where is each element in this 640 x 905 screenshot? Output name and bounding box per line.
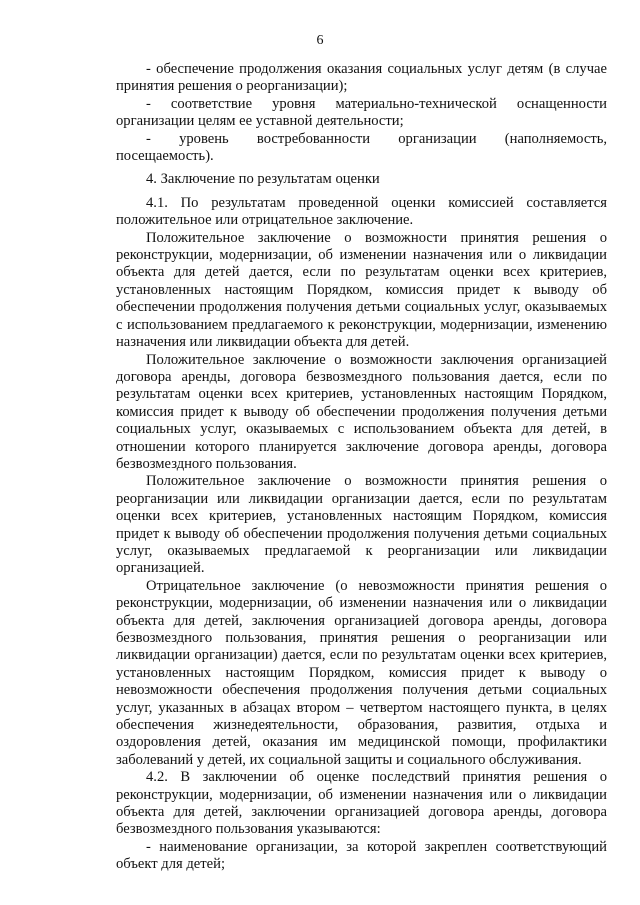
- list-item-organization-name: - наименование организации, за которой закреплен соответствующий объект для детей;: [116, 838, 607, 873]
- paragraph-4-1: 4.1. По результатам проведенной оценки комиссией составляется положительное или отрицательное заключение.: [116, 194, 607, 229]
- page-number: 6: [316, 33, 324, 48]
- paragraph-4-2: 4.2. В заключении об оценке последствий принятия решения о реконструкции, модернизации, об изменении назначения или о ликвидации объекта для детей, заключении организацией договора аренды, договора безвозмездного пользования указываются:: [116, 769, 607, 838]
- list-item-material-equipment: - соответствие уровня материально-технической оснащенности организации целям ее уставной деятельности;: [116, 95, 607, 130]
- section-heading: 4. Заключение по результатам оценки: [146, 171, 380, 188]
- list-item-demand-level: - уровень востребованности организации (наполняемость, посещаемость).: [116, 130, 607, 165]
- list-item-continuation-of-services: - обеспечение продолжения оказания социальных услуг детям (в случае принятия решения о реорганизации);: [116, 61, 607, 95]
- paragraph-negative-conclusion: Отрицательное заключение (о невозможности принятия решения о реконструкции, модернизации, об изменении назначения или о ликвидации объекта для детей, заключения организацией договора аренды, договора безвозмездного пользования, принятия решения о реорганизации или ликвидации организации) дается, если по результатам оценки всех критериев, установленных настоящим Порядком, комиссия придет к выводу о невозможности обеспечения продолжения получения детьми социальных услуг, указанных в абзацах втором – четвертом настоящего пункта, в целях обеспечения жизнедеятельности, образования, развития, отдыха и оздоровления детей, оказания им медицинской помощи, профилактики заболеваний у детей, их социальной защиты и социального обслуживания.: [116, 577, 607, 768]
- paragraph-positive-reorganization: Положительное заключение о возможности принятия решения о реорганизации или ликвидации организации дается, если по результатам оценки всех критериев, установленных настоящим Порядком, комиссия придет к выводу об обеспечении продолжения получения детьми социальных услуг, оказываемых предлагаемой к реорганизации или ликвидации организацией.: [116, 473, 607, 577]
- paragraph-positive-lease: Положительное заключение о возможности заключения организацией договора аренды, договора безвозмездного пользования дается, если по результатам оценки всех критериев, установленных настоящим Порядком, комиссия придет к выводу об обеспечении продолжения получения детьми социальных услуг, оказываемых с использованием объекта для детей, в отношении которого планируется заключение договора аренды, договора безвозмездного пользования.: [116, 351, 607, 472]
- document-body: [116, 61, 607, 874]
- paragraph-positive-reconstruction: Положительное заключение о возможности принятия решения о реконструкции, модернизации, об изменении назначения или о ликвидации объекта для детей дается, если по результатам оценки всех критериев, установленных настоящим Порядком, комиссия придет к выводу об обеспечении продолжения получения детьми социальных услуг, оказываемых с использованием предлагаемого к реконструкции, модернизации, изменению назначения или ликвидации объекта для детей.: [116, 229, 607, 351]
